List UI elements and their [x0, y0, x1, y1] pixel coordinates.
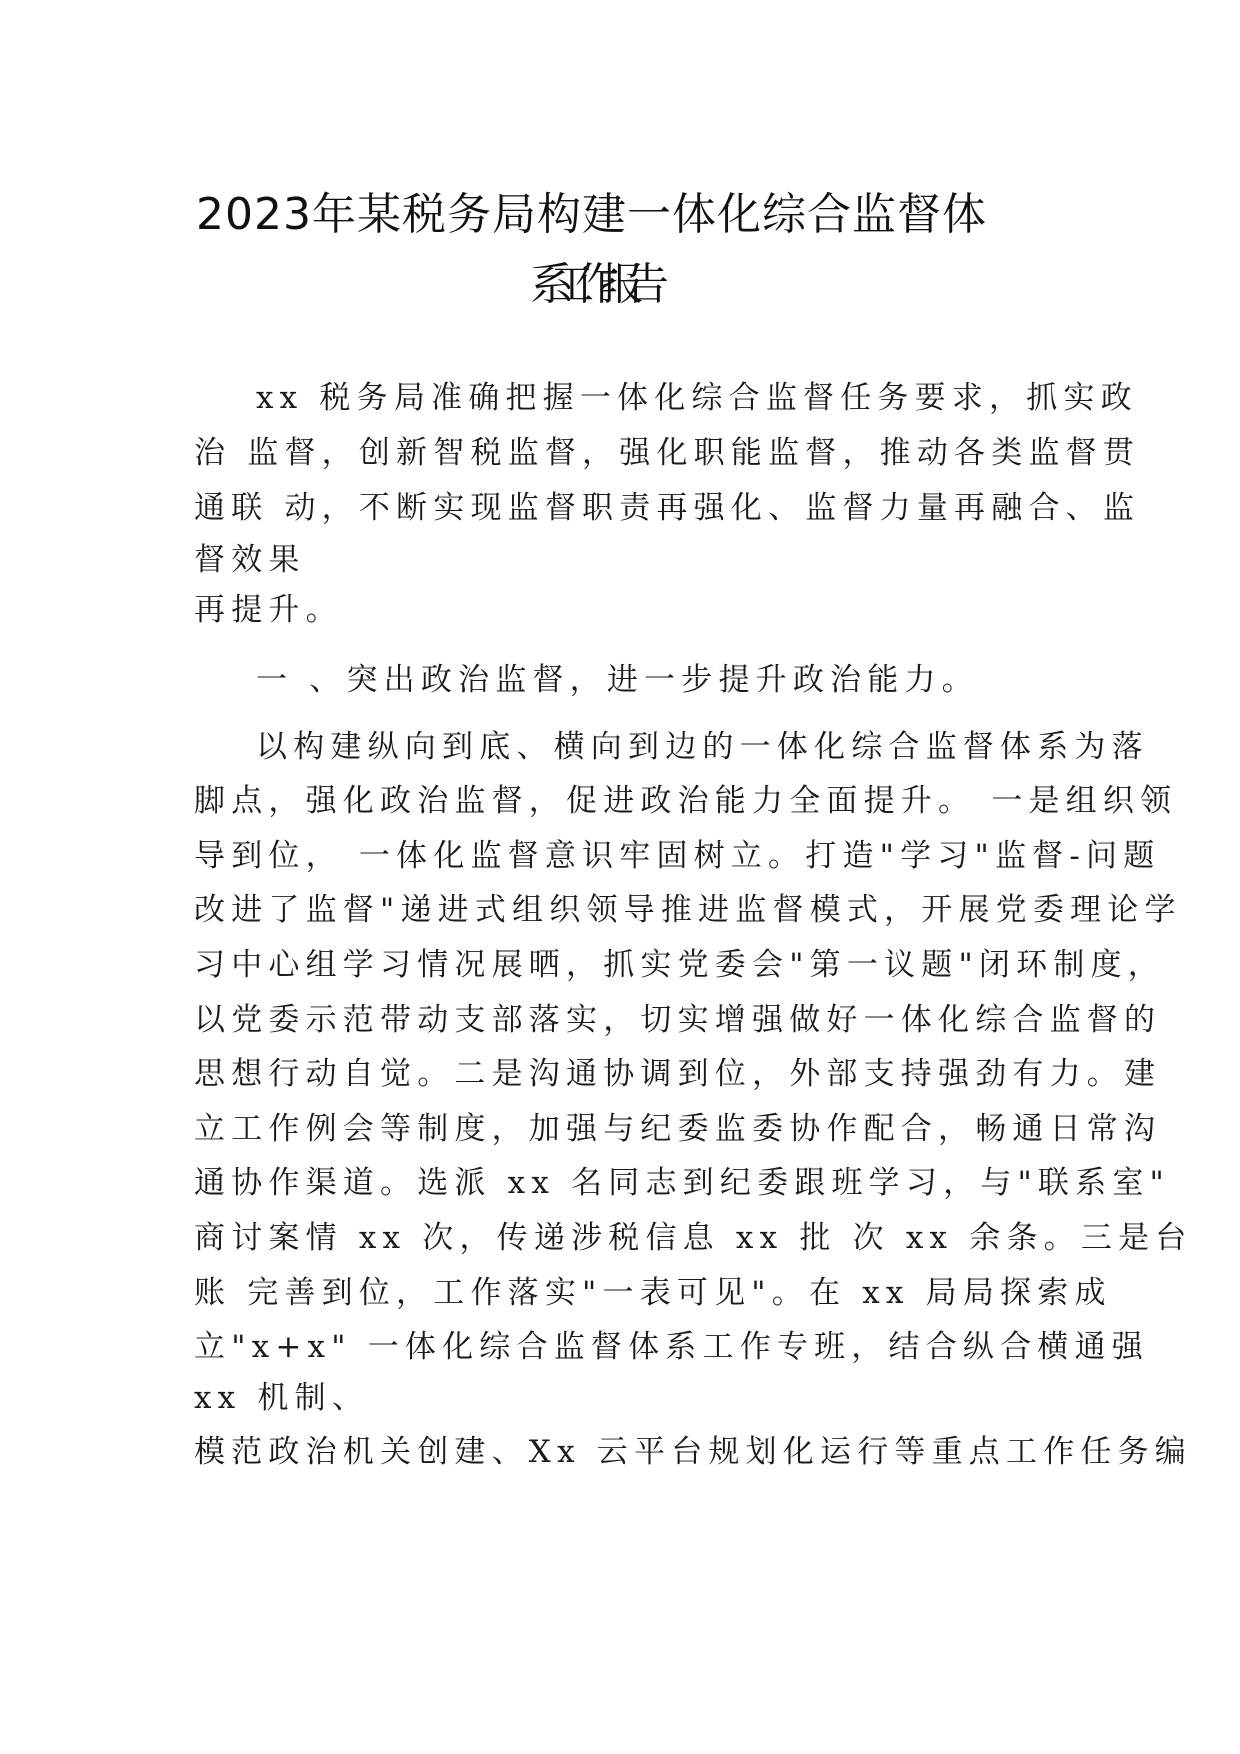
paragraph-line: 立"x+x" 一体化综合监督体系工作专班，结合纵合横通强: [194, 1329, 1149, 1365]
paragraph-line: 再提升。: [194, 592, 343, 628]
document-title-line-2: 系 工作报告: [530, 259, 650, 310]
paragraph-line: 导到位， 一体化监督意识牢固树立。打造"学习"监督-问题: [194, 838, 1161, 874]
paragraph-line: 以党委示范带动支部落实，切实增强做好一体化综合监督的: [194, 1002, 1162, 1038]
paragraph-line: 以构建纵向到底、横向到边的一体化综合监督体系为落: [256, 729, 1149, 765]
paragraph-line: 督效果: [194, 542, 306, 578]
paragraph-line: 通协作渠道。选派 xx 名同志到纪委跟班学习，与"联系室": [194, 1165, 1170, 1201]
paragraph-line: 模范政治机关创建、Xx 云平台规划化运行等重点工作任务编: [194, 1434, 1193, 1470]
paragraph-line: 商讨案情 xx 次，传递涉税信息 xx 批 次 xx 余条。三是台: [194, 1220, 1193, 1256]
paragraph-line: 脚点，强化政治监督，促进政治能力全面提升。 一是组织领: [194, 783, 1178, 819]
paragraph-line: 账 完善到位，工作落实"一表可见"。在 xx 局局探索成: [194, 1275, 1112, 1311]
document-title-line-1: 2023年某税务局构建一体化综合监督体: [196, 189, 987, 240]
paragraph-line: 思想行动自觉。二是沟通协调到位，外部支持强劲有力。建: [194, 1056, 1162, 1092]
paragraph-line: 习中心组学习情况展晒，抓实党委会"第一议题"闭环制度，: [194, 947, 1165, 983]
paragraph-line: 改进了监督"递进式组织领导推进监督模式，开展党委理论学: [194, 892, 1182, 928]
paragraph-line: 通联 动，不断实现监督职责再强化、监督力量再融合、监: [194, 490, 1141, 526]
paragraph-line: 立工作例会等制度，加强与纪委监委协作配合，畅通日常沟: [194, 1111, 1162, 1147]
paragraph-line: xx 税务局准确把握一体化综合监督任务要求，抓实政: [256, 380, 1138, 416]
paragraph-line: xx 机制、: [194, 1380, 370, 1416]
paragraph-line: 治 监督，创新智税监督，强化职能监督，推动各类监督贯: [194, 435, 1141, 471]
section-heading: 一 、突出政治监督，进一步提升政治能力。: [256, 662, 979, 698]
